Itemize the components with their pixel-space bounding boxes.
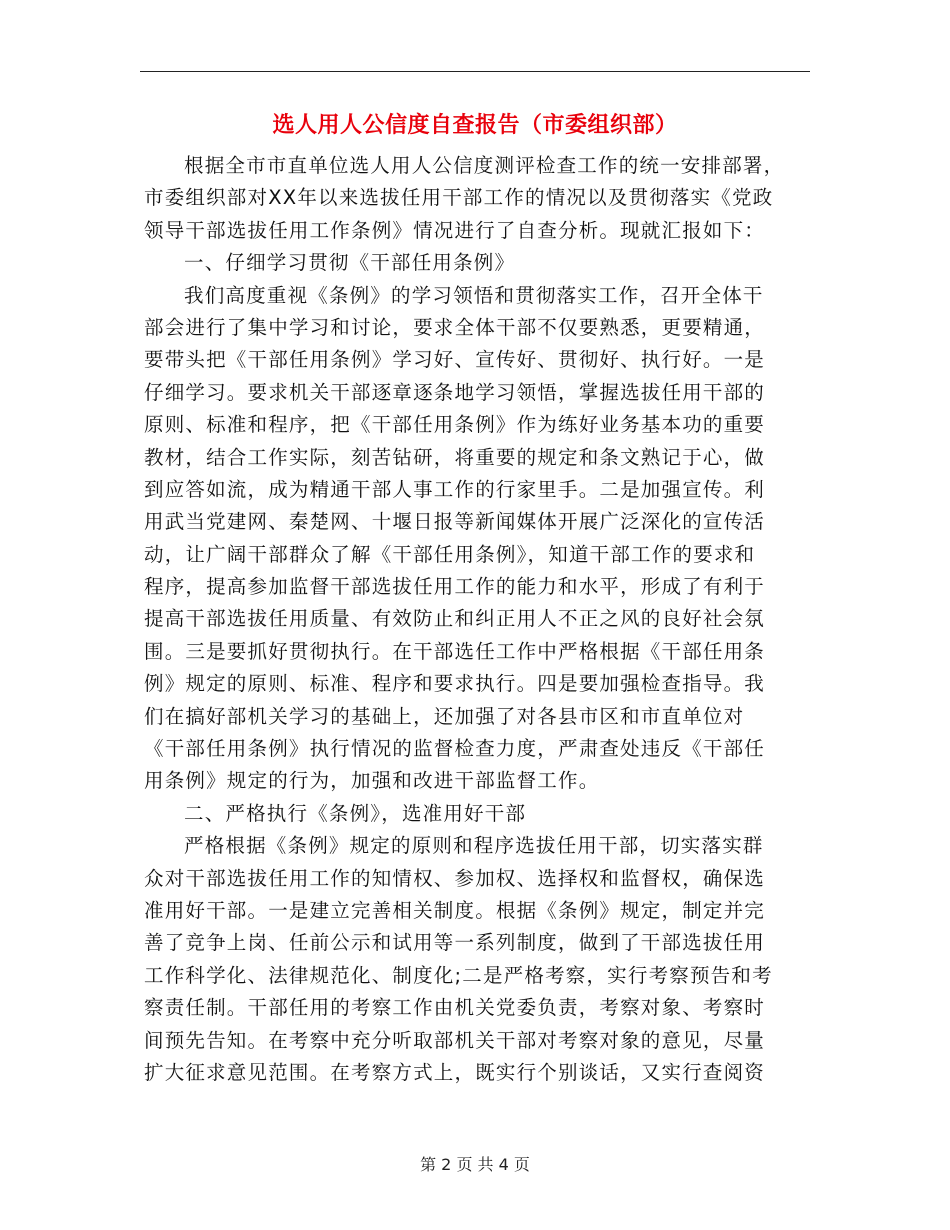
paragraph-line: 扩大征求意见范围。在考察方式上，既实行个别谈话，又实行查阅资 xyxy=(144,1060,766,1084)
paragraph-line: 《干部任用条例》执行情况的监督检查力度，严肃查处违反《干部任 xyxy=(144,737,766,761)
paragraph-line: 仔细学习。要求机关干部逐章逐条地学习领悟，掌握选拔任用干部的 xyxy=(144,380,766,404)
paragraph-line: 根据全市市直单位选人用人公信度测评检查工作的统一安排部署， xyxy=(184,154,785,177)
paragraph-line: 部会进行了集中学习和讨论，要求全体干部不仅要熟悉，更要精通， xyxy=(144,315,766,339)
section-heading: 一、仔细学习贯彻《干部任用条例》 xyxy=(184,251,516,275)
paragraph-line: 围。三是要抓好贯彻执行。在干部选任工作中严格根据《干部任用条 xyxy=(144,639,766,663)
paragraph-line: 众对干部选拔任用工作的知情权、参加权、选择权和监督权，确保选 xyxy=(144,866,766,890)
paragraph-line: 察责任制。干部任用的考察工作由机关党委负责，考察对象、考察时 xyxy=(144,996,766,1020)
paragraph-line: 们在搞好部机关学习的基础上，还加强了对各县市区和市直单位对 xyxy=(144,704,745,728)
paragraph-line: 例》规定的原则、标准、程序和要求执行。四是要加强检查指导。我 xyxy=(144,672,766,696)
paragraph-line: 准用好干部。一是建立完善相关制度。根据《条例》规定，制定并完 xyxy=(144,898,766,922)
paragraph-line: 到应答如流，成为精通干部人事工作的行家里手。二是加强宣传。利 xyxy=(144,477,766,501)
paragraph-line: 提高干部选拔任用质量、有效防止和纠正用人不正之风的良好社会氛 xyxy=(144,607,766,631)
paragraph-line: 善了竞争上岗、任前公示和试用等一系列制度，做到了干部选拔任用 xyxy=(144,931,766,955)
document-body xyxy=(144,150,806,1089)
paragraph-line: 工作科学化、法律规范化、制度化;二是严格考察，实行考察预告和考 xyxy=(144,963,773,987)
paragraph-line: 市委组织部对XX年以来选拔任用干部工作的情况以及贯彻落实《党政 xyxy=(144,186,774,210)
document-title: 选人用人公信度自查报告（市委组织部） xyxy=(272,113,678,138)
paragraph-line: 领导干部选拔任用工作条例》情况进行了自查分析。现就汇报如下： xyxy=(144,218,766,242)
header-rule xyxy=(140,71,810,72)
paragraph-line: 间预先告知。在考察中充分听取部机关干部对考察对象的意见，尽量 xyxy=(144,1028,766,1052)
paragraph-line: 原则、标准和程序，把《干部任用条例》作为练好业务基本功的重要 xyxy=(144,413,766,437)
paragraph-line: 程序，提高参加监督干部选拔任用工作的能力和水平，形成了有利于 xyxy=(144,575,766,599)
section-heading: 二、严格执行《条例》，选准用好干部 xyxy=(184,801,527,825)
paragraph-line: 严格根据《条例》规定的原则和程序选拔任用干部，切实落实群 xyxy=(184,834,764,858)
page-number: 第 2 页 共 4 页 xyxy=(420,1155,530,1174)
paragraph-line: 教材，结合工作实际，刻苦钻研，将重要的规定和条文熟记于心，做 xyxy=(144,445,766,469)
paragraph-line: 动，让广阔干部群众了解《干部任用条例》，知道干部工作的要求和 xyxy=(144,542,756,566)
paragraph-line: 用条例》规定的行为，加强和改进干部监督工作。 xyxy=(144,769,600,793)
paragraph-line: 要带头把《干部任用条例》学习好、宣传好、贯彻好、执行好。一是 xyxy=(144,348,766,372)
paragraph-line: 用武当党建网、秦楚网、十堰日报等新闻媒体开展广泛深化的宣传活 xyxy=(144,510,766,534)
paragraph-line: 我们高度重视《条例》的学习领悟和贯彻落实工作，召开全体干 xyxy=(184,283,764,307)
